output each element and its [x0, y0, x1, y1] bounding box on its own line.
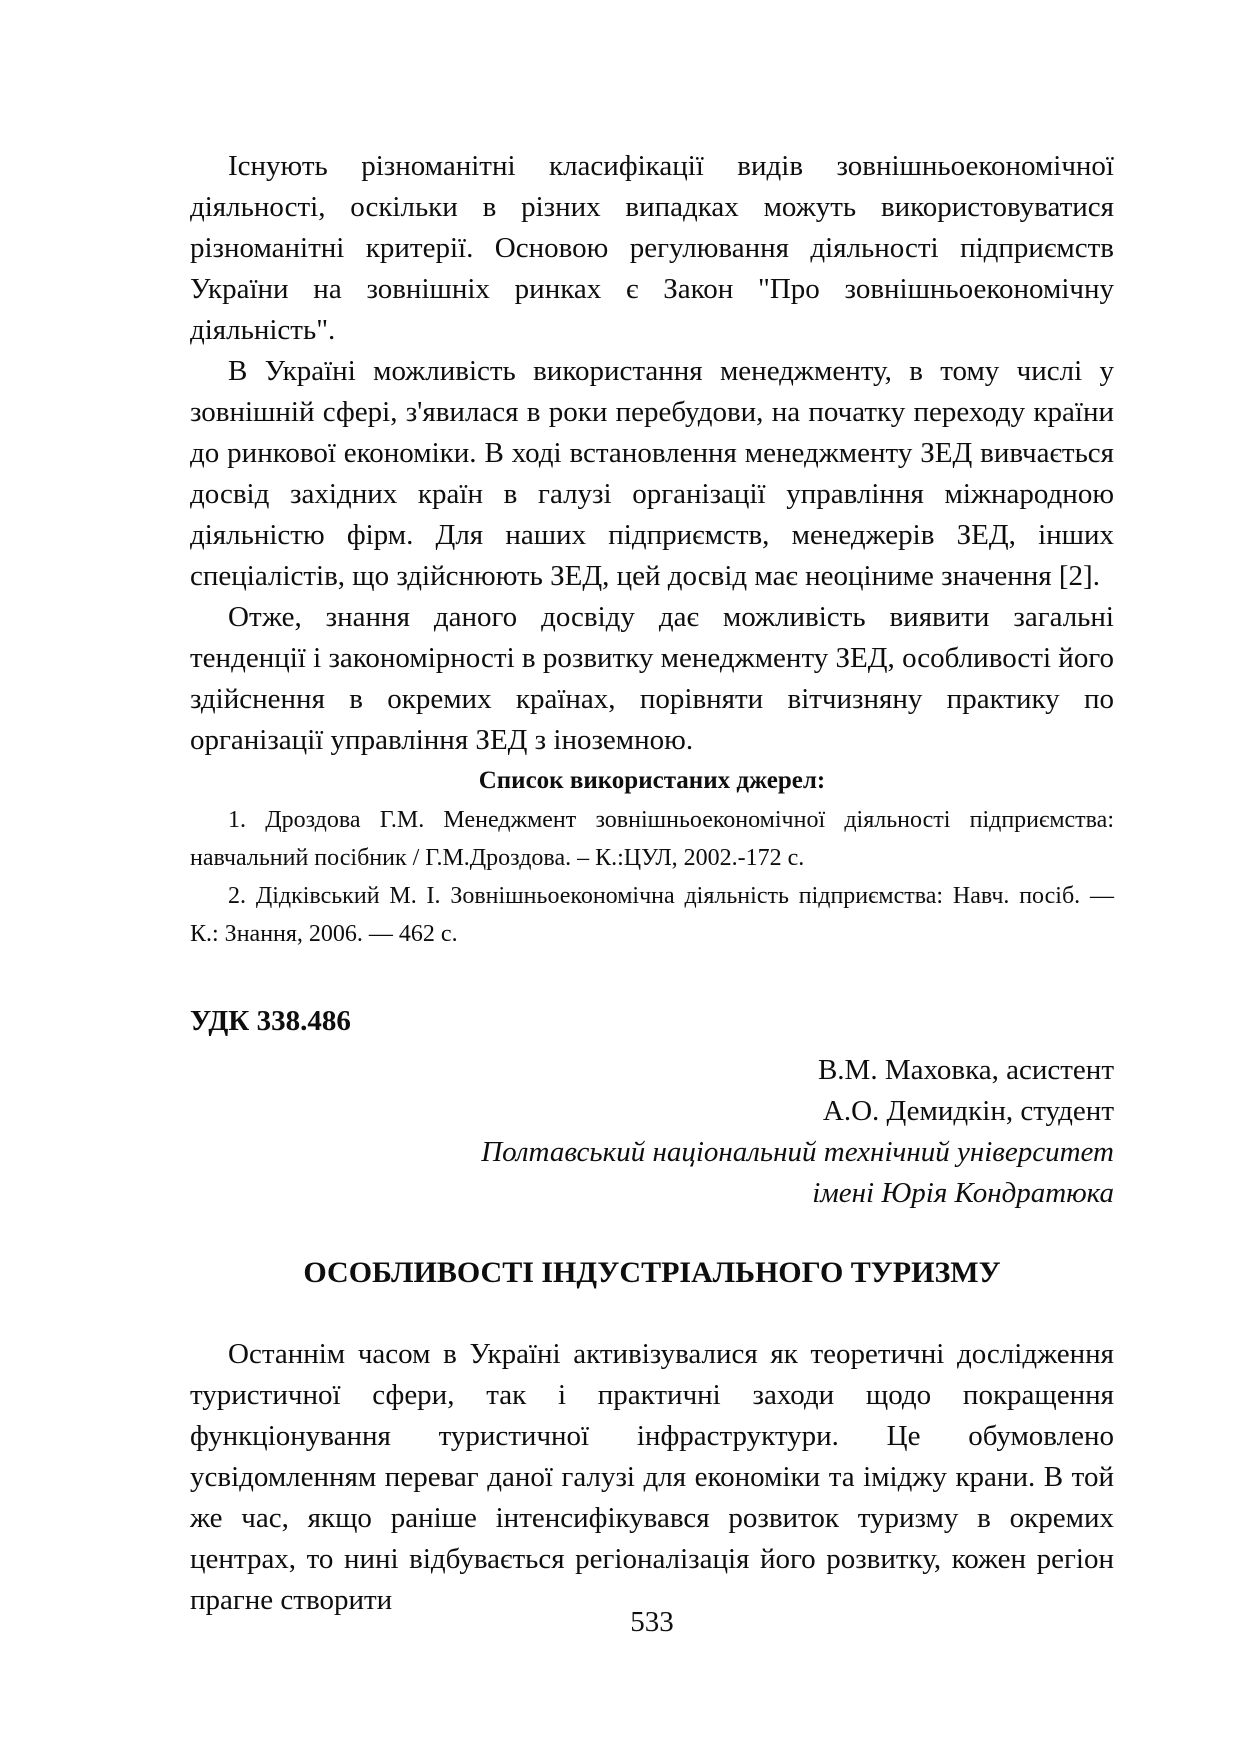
- affiliation-line-2: імені Юрія Кондратюка: [812, 1177, 1114, 1209]
- paragraph-management-history: В Україні можливість використання менеджменту, в тому числі у зовнішній сфері, з'явилася в роки перебудови, на початку переходу країни до ринкової економіки. В ході встановлення менеджменту ЗЕД вивчається досвід західних країн в галузі організації управління міжнародною діяльністю фірм. Для наших підприємств, менеджерів ЗЕД, інших спеціалістів, що здійснюють ЗЕД, цей досвід має неоціниме значення [2].: [190, 355, 1114, 592]
- references-heading: Список використаних джерел:: [478, 767, 826, 794]
- reference-item-2: 2. Дідківський М. І. Зовнішньоекономічна діяльність підприємства: Навч. посіб. — К.: Знання, 2006. — 462 с.: [190, 883, 1114, 947]
- reference-item-1: 1. Дроздова Г.М. Менеджмент зовнішньоекономічної діяльності підприємства: навчальний посібник / Г.М.Дроздова. – К.:ЦУЛ, 2002.-172 с.: [190, 807, 1114, 871]
- paragraph-intro-industrial-tourism: Останнім часом в Україні активізувалися як теоретичні дослідження туристичної сфери, так і практичні заходи щодо покращення функціонування туристичної інфраструктури. Це обумовлено усвідомленням переваг даної галузі для економіки та іміджу крани. В той же час, якщо раніше інтенсифікувався розвиток туризму в окремих центрах, то нині відбувається регіоналізація його розвитку, кожен регіон прагне створити: [190, 1338, 1114, 1616]
- article-title: ОСОБЛИВОСТІ ІНДУСТРІАЛЬНОГО ТУРИЗМУ: [303, 1256, 1001, 1289]
- author-line-1: В.М. Маховка, асистент: [817, 1054, 1114, 1086]
- udc-code: УДК 338.486: [190, 1005, 351, 1037]
- paragraph-conclusion: Отже, знання даного досвіду дає можливість виявити загальні тенденції і закономірності в розвитку менеджменту ЗЕД, особливості його здійснення в окремих країнах, порівняти вітчизняну практику по організації управління ЗЕД з іноземною.: [190, 601, 1114, 756]
- page-number: 533: [630, 1606, 674, 1638]
- author-line-2: А.О. Демидкін, студент: [822, 1095, 1114, 1127]
- paragraph-classifications: Існують різноманітні класифікації видів зовнішньоекономічної діяльності, оскільки в різних випадках можуть використовуватися різноманітні критерії. Основою регулювання діяльності підприємств України на зовнішніх ринках є Закон "Про зовнішньоекономічну діяльність".: [190, 150, 1114, 346]
- author-block: [190, 1050, 1114, 1214]
- affiliation-line-1: Полтавський національний технічний університет: [481, 1136, 1114, 1168]
- text-column: [190, 146, 1114, 1621]
